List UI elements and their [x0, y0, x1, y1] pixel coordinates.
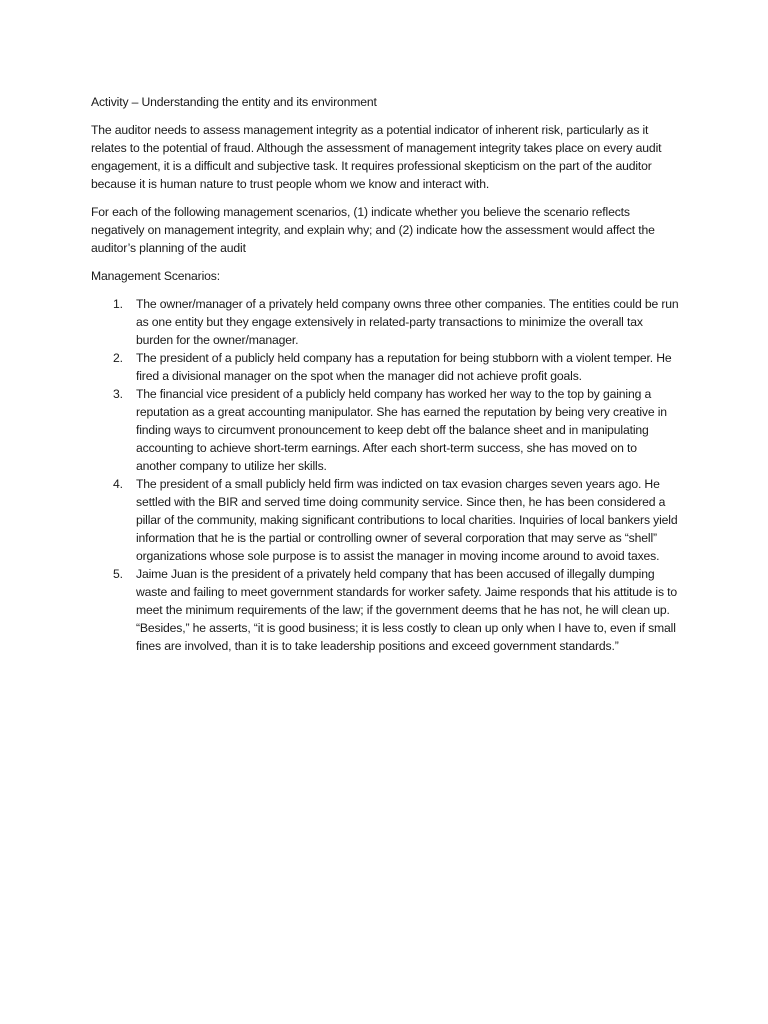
list-item-number: 1. [113, 297, 123, 311]
instructions-paragraph: For each of the following management scenarios, (1) indicate whether you believe the scenario reflects negatively on management integrity, and explain why; and (2) indicate how the assessment would affect the auditor’s planning of the audit [91, 205, 655, 255]
document-content [91, 93, 679, 655]
list-item-text: The president of a publicly held company has a reputation for being stubborn with a violent temper. He fired a divisional manager on the spot when the manager did not achieve profit goals. [136, 351, 672, 383]
list-item-number: 3. [113, 387, 123, 401]
list-item [91, 349, 679, 385]
list-item-text: Jaime Juan is the president of a privately held company that has been accused of illegally dumping waste and failing to meet government standards for worker safety. Jaime responds that his attitude is to meet the minimum requirements of the law; if the government deems that he has not, he will clean up. “Besides,” he asserts, “it is good business; it is less costly to clean up only when I have to, even if small fines are involved, than it is to take leadership positions and exceed government standards.” [136, 567, 678, 653]
list-item-text: The financial vice president of a publicly held company has worked her way to the top by gaining a reputation as a great accounting manipulator. She has earned the reputation by being very creative in finding ways to circumvent pronouncement to keep debt off the balance sheet and in manipulating accounting to achieve short-term earnings. After each short-term success, she has moved on to another company to utilize her skills. [136, 387, 667, 473]
list-item [91, 295, 679, 349]
activity-title: Activity – Understanding the entity and its environment [91, 95, 377, 109]
intro-paragraph: The auditor needs to assess management integrity as a potential indicator of inherent risk, particularly as it relates to the potential of fraud. Although the assessment of management integrity takes place on every audit engagement, it is a difficult and subjective task. It requires professional skepticism on the part of the auditor because it is human nature to trust people whom we know and interact with. [91, 123, 662, 191]
section-heading: Management Scenarios: [91, 269, 220, 283]
list-item-number: 2. [113, 351, 123, 365]
list-item [91, 565, 679, 655]
scenario-list [91, 295, 679, 655]
list-item-number: 5. [113, 567, 123, 581]
list-item-text: The president of a small publicly held firm was indicted on tax evasion charges seven years ago. He settled with the BIR and served time doing community service. Since then, he has been considered a pillar of the community, making significant contributions to local charities. Inquiries of local bankers yield information that he is the partial or controlling owner of several corporation that may serve as “shell” organizations whose sole purpose is to assist the manager in moving income around to avoid taxes. [136, 477, 678, 563]
list-item-number: 4. [113, 477, 123, 491]
list-item-text: The owner/manager of a privately held company owns three other companies. The entities could be run as one entity but they engage extensively in related-party transactions to minimize the overall tax burden for the owner/manager. [136, 297, 679, 347]
list-item [91, 475, 679, 565]
list-item [91, 385, 679, 475]
